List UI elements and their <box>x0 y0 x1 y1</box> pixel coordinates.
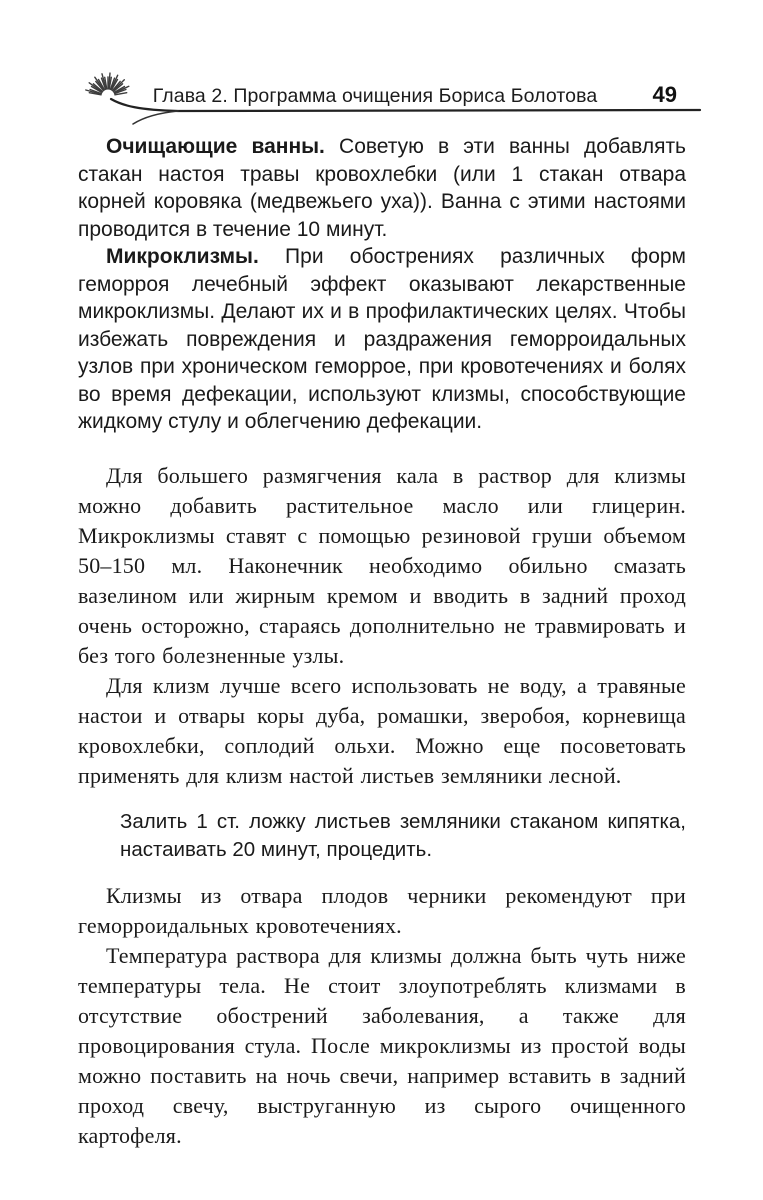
chapter-title: Глава 2. Программа очищения Бориса Болотова <box>152 85 598 107</box>
dandelion-petals <box>86 73 129 95</box>
text-column <box>78 133 686 1151</box>
paragraph-temperature: Температура раствора для клизмы должна быть чуть ниже температуры тела. Не стоит злоупотреблять клизмами в отсутствие обострений заболевания, а также для провоцирования стула. После микроклизмы из простой воды можно поставить на ночь свечи, например вставить в задний проход свечу, выструганную из сырого очищенного картофеля. <box>78 942 686 1148</box>
paragraph-text: При обострениях различных форм геморроя лечебный эффект оказывают лекарственные микроклизмы. Делают их и в профилактических целях. Чтобы избежать повреждения и раздражения геморроидальных узлов при хроническом геморрое, при кровотечениях и болях во время дефекации, используют клизмы, способствующие жидкому стулу и облегчению дефекации. <box>78 245 686 433</box>
paragraph-lead: Очищающие ванны. <box>106 135 325 158</box>
recipe-block: Залить 1 ст. ложку листьев земляники стаканом кипятка, настаивать 20 минут, процедить. <box>120 809 686 861</box>
paragraph-lead: Микроклизмы. <box>106 245 259 268</box>
paragraph-softening: Для большего размягчения кала в раствор для клизмы можно добавить растительное масло или глицерин. Микроклизмы ставят с помощью резиновой груши объемом 50–150 мл. Наконечник необходимо обильно смазать вазелином или жирным кремом и вводить в задний проход очень осторожно, стараясь дополнительно не травмировать и без того болезненные узлы. <box>78 462 686 668</box>
paragraph-cleansing-baths <box>78 133 686 243</box>
page-number: 49 <box>652 82 677 107</box>
paragraph-blueberry: Клизмы из отвара плодов черники рекомендуют при геморроидальных кровотечениях. <box>78 882 686 938</box>
stem-curl <box>133 111 178 124</box>
paragraph-herbal-infusions: Для клизм лучше всего использовать не воду, а травяные настои и отвары коры дуба, ромашки, зверобоя, корневища кровохлебки, соплодий ольхи. Можно еще посоветовать применять для клизм настой листьев земляники лесной. <box>78 672 686 788</box>
paragraph-microclysters <box>78 243 686 436</box>
paragraph-text: Советую в эти ванны добавлять стакан настоя травы кровохлебки (или 1 стакан отвара корней коровяка (медвежьего уха)). Ванна с этими настоями проводится в течение 10 минут. <box>78 135 686 241</box>
